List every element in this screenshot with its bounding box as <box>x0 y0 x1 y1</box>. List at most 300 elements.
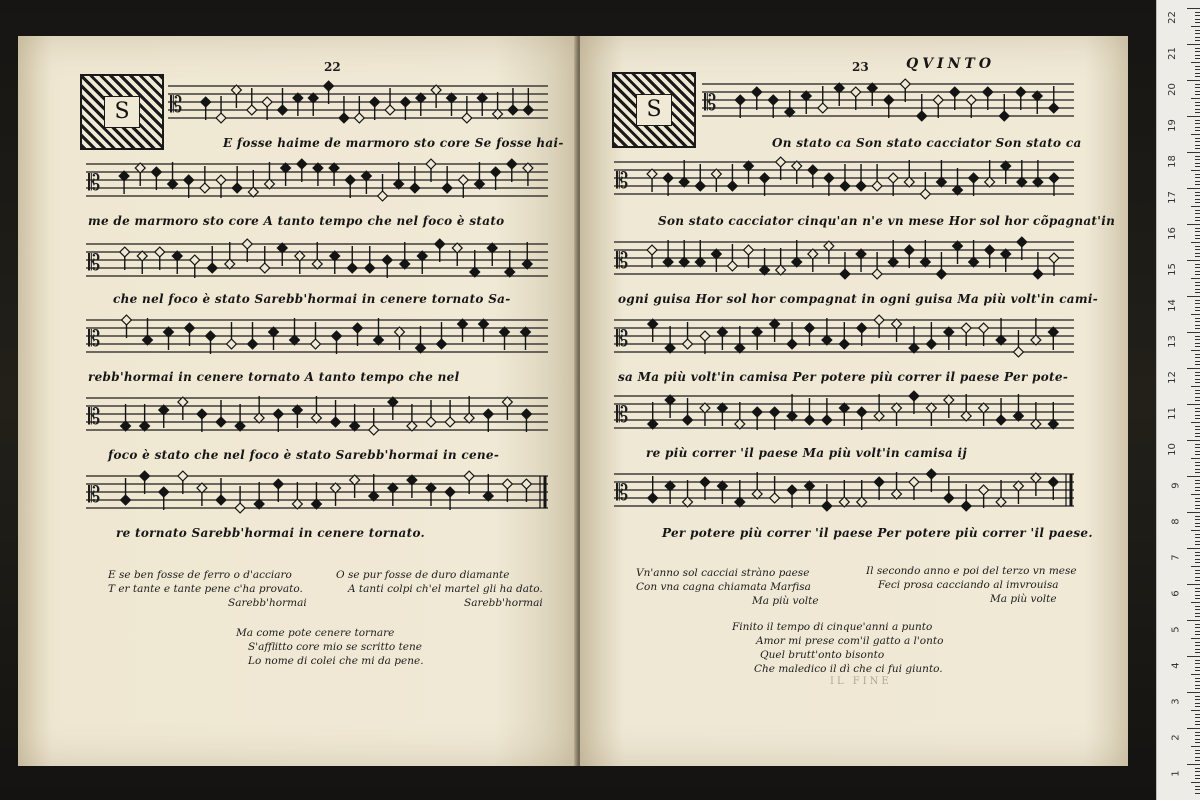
ruler-tick <box>1195 537 1200 538</box>
note-head <box>760 173 770 183</box>
ruler-number: 2 <box>1170 734 1182 741</box>
note-head <box>857 407 867 417</box>
note-head <box>856 181 866 191</box>
note-head <box>462 113 472 123</box>
note-head <box>983 87 993 97</box>
ruler-tick <box>1187 152 1200 153</box>
ruler-tick <box>1195 19 1200 20</box>
ruler-tick <box>1187 656 1200 657</box>
ruler-tick <box>1195 123 1200 124</box>
note-head <box>120 247 130 257</box>
note-head <box>926 469 936 479</box>
ruler-tick <box>1195 757 1200 758</box>
ruler-tick <box>1195 231 1200 232</box>
ruler-tick <box>1195 246 1200 247</box>
ruler-tick <box>1195 778 1200 779</box>
note-head <box>297 159 307 169</box>
measuring-ruler <box>1156 0 1200 800</box>
verse-line: T er tante e tante pene c'ha provato. <box>108 583 303 595</box>
clef-icon: 𝄡 <box>88 251 101 276</box>
ruler-tick <box>1195 786 1200 787</box>
ruler-tick <box>1195 163 1200 164</box>
verse-stanza <box>732 620 943 676</box>
note-head <box>920 189 930 199</box>
ruler-tick <box>1195 688 1200 689</box>
verse-line: Lo nome di colei che mi da pene. <box>248 655 424 667</box>
note-head <box>260 263 270 273</box>
verse-stanza <box>108 568 307 610</box>
ruler-tick <box>1195 267 1200 268</box>
ruler-tick <box>1195 454 1200 455</box>
ruler-number: 10 <box>1167 443 1179 456</box>
note-head <box>437 339 447 349</box>
ruler-tick <box>1195 469 1200 470</box>
ruler-tick <box>1195 37 1200 38</box>
note-head <box>996 415 1006 425</box>
ruler-tick <box>1195 40 1200 41</box>
ruler-tick <box>1195 318 1200 319</box>
note-head <box>207 263 217 273</box>
ruler-tick <box>1195 220 1200 221</box>
ruler-number: 20 <box>1167 83 1179 96</box>
verse-refrain: Ma più volte <box>752 595 819 607</box>
clef-icon: 𝄡 <box>616 403 629 428</box>
music-system <box>614 388 1074 438</box>
ruler-tick <box>1195 109 1200 110</box>
ruler-tick <box>1195 724 1200 725</box>
ruler-tick <box>1195 681 1200 682</box>
ruler-tick <box>1191 26 1200 27</box>
ruler-tick <box>1195 310 1200 311</box>
note-head <box>197 409 207 419</box>
music-system <box>86 468 548 518</box>
verse-stanza <box>636 566 819 608</box>
ruler-tick <box>1195 66 1200 67</box>
note-head <box>385 105 395 115</box>
note-head <box>345 175 355 185</box>
note-head <box>752 407 762 417</box>
decorated-initial <box>80 74 164 150</box>
note-head <box>508 105 518 115</box>
verse-line: Quel brutt'onto bisonto <box>760 649 885 661</box>
note-head <box>695 181 705 191</box>
ruler-tick <box>1187 692 1200 693</box>
ruler-tick <box>1187 512 1200 513</box>
ruler-tick <box>1195 141 1200 142</box>
ruler-tick <box>1187 440 1200 441</box>
verse-line: O se pur fosse de duro diamante <box>336 569 510 581</box>
ruler-tick <box>1195 480 1200 481</box>
note-head <box>507 159 517 169</box>
fine-marking: IL FINE <box>830 676 892 687</box>
verse-line: Amor mi prese com'il gatto a l'onto <box>756 635 944 647</box>
ruler-tick <box>1191 746 1200 747</box>
initial-letter: S <box>104 96 140 128</box>
lyric-line: me de marmoro sto core A tanto tempo che nel foco è stato <box>88 214 505 228</box>
ruler-tick <box>1195 483 1200 484</box>
ruler-tick <box>1195 138 1200 139</box>
ruler-tick <box>1195 202 1200 203</box>
lyric-line: rebb'hormai in cenere tornato A tanto tempo che nel <box>88 370 460 384</box>
ruler-tick <box>1195 238 1200 239</box>
note-head <box>410 183 420 193</box>
part-header: QVINTO <box>906 56 996 72</box>
ruler-tick <box>1195 447 1200 448</box>
music-system <box>86 236 548 286</box>
clef-icon: 𝄡 <box>88 405 101 430</box>
note-head <box>770 493 780 503</box>
ruler-tick <box>1195 523 1200 524</box>
note-head <box>378 191 388 201</box>
note-head <box>979 323 989 333</box>
ruler-tick <box>1195 181 1200 182</box>
note-head <box>961 501 971 511</box>
ruler-tick <box>1195 148 1200 149</box>
note-head <box>522 409 532 419</box>
verse-line: Con vna cagna chiamata Marfisa <box>636 581 811 593</box>
ruler-tick <box>1191 566 1200 567</box>
ruler-number: 17 <box>1167 191 1179 204</box>
ruler-tick <box>1195 433 1200 434</box>
ruler-tick <box>1195 328 1200 329</box>
ruler-tick <box>1195 465 1200 466</box>
clef-icon: 𝄡 <box>616 327 629 352</box>
note-head <box>950 87 960 97</box>
ruler-tick <box>1195 667 1200 668</box>
note-head <box>227 339 237 349</box>
ruler-tick <box>1195 670 1200 671</box>
ruler-tick <box>1195 429 1200 430</box>
ruler-tick <box>1195 526 1200 527</box>
ruler-tick <box>1195 382 1200 383</box>
ruler-tick <box>1195 102 1200 103</box>
ruler-tick <box>1195 714 1200 715</box>
ruler-tick <box>1191 422 1200 423</box>
ruler-tick <box>1195 156 1200 157</box>
note-head <box>185 323 195 333</box>
ruler-tick <box>1195 303 1200 304</box>
ruler-number: 18 <box>1167 155 1179 168</box>
ruler-tick <box>1195 390 1200 391</box>
note-head <box>648 493 658 503</box>
ruler-tick <box>1195 426 1200 427</box>
ruler-tick <box>1195 591 1200 592</box>
ruler-tick <box>1191 62 1200 63</box>
ruler-tick <box>1195 573 1200 574</box>
note-head <box>1017 237 1027 247</box>
ruler-number: 1 <box>1170 770 1182 777</box>
note-head <box>961 323 971 333</box>
ruler-tick <box>1195 706 1200 707</box>
ruler-tick <box>1195 444 1200 445</box>
ruler-tick <box>1187 728 1200 729</box>
note-head <box>400 97 410 107</box>
verse-line: Ma come pote cenere tornare <box>236 627 395 639</box>
ruler-tick <box>1195 300 1200 301</box>
note-head <box>874 315 884 325</box>
note-head <box>201 97 211 107</box>
ruler-tick <box>1195 84 1200 85</box>
open-book <box>18 36 1128 766</box>
ruler-tick <box>1195 289 1200 290</box>
ruler-tick <box>1195 717 1200 718</box>
ruler-tick <box>1195 490 1200 491</box>
ruler-tick <box>1195 76 1200 77</box>
ruler-tick <box>1195 544 1200 545</box>
note-head <box>273 409 283 419</box>
left-page <box>18 36 578 766</box>
clef-icon: 𝄡 <box>616 249 629 274</box>
note-head <box>445 417 455 427</box>
ruler-tick <box>1195 721 1200 722</box>
note-head <box>840 181 850 191</box>
note-head <box>824 173 834 183</box>
ruler-tick <box>1195 775 1200 776</box>
note-head <box>839 339 849 349</box>
ruler-tick <box>1195 346 1200 347</box>
ruler-number: 15 <box>1167 263 1179 276</box>
ruler-number: 5 <box>1170 626 1182 633</box>
ruler-tick <box>1195 105 1200 106</box>
ruler-tick <box>1195 361 1200 362</box>
ruler-tick <box>1195 33 1200 34</box>
ruler-tick <box>1195 397 1200 398</box>
music-system <box>86 312 548 362</box>
ruler-tick <box>1195 195 1200 196</box>
note-head <box>1016 87 1026 97</box>
note-head <box>1048 477 1058 487</box>
verse-line: Vn'anno sol cacciai stràno paese <box>636 567 810 579</box>
ruler-tick <box>1195 253 1200 254</box>
ruler-number: 9 <box>1170 482 1182 489</box>
verse-line: A tanti colpi ch'el martel gli ha dato. <box>348 583 543 595</box>
ruler-tick <box>1195 274 1200 275</box>
note-head <box>324 81 334 91</box>
note-head <box>369 425 379 435</box>
note-head <box>727 181 737 191</box>
verse-line: Il secondo anno e poi del terzo vn mese <box>866 565 1077 577</box>
ruler-tick <box>1195 321 1200 322</box>
ruler-tick <box>1191 494 1200 495</box>
ruler-tick <box>1195 58 1200 59</box>
note-head <box>683 339 693 349</box>
ruler-tick <box>1195 282 1200 283</box>
ruler-number: 19 <box>1167 119 1179 132</box>
ruler-tick <box>1187 404 1200 405</box>
note-head <box>752 87 762 97</box>
ruler-tick <box>1195 789 1200 790</box>
ruler-tick <box>1195 249 1200 250</box>
note-head <box>944 493 954 503</box>
ruler-tick <box>1195 703 1200 704</box>
ruler-number: 4 <box>1170 662 1182 669</box>
ruler-tick <box>1191 710 1200 711</box>
ruler-tick <box>1195 30 1200 31</box>
note-head <box>1049 173 1059 183</box>
ruler-tick <box>1195 357 1200 358</box>
music-system <box>614 234 1074 284</box>
note-head <box>491 167 501 177</box>
ruler-tick <box>1195 678 1200 679</box>
note-head <box>966 95 976 105</box>
ruler-tick <box>1195 217 1200 218</box>
note-head <box>744 245 754 255</box>
note-head <box>184 175 194 185</box>
ruler-tick <box>1191 674 1200 675</box>
ruler-tick <box>1191 458 1200 459</box>
ruler-tick <box>1195 177 1200 178</box>
ruler-tick <box>1195 580 1200 581</box>
ruler-tick <box>1191 350 1200 351</box>
ruler-tick <box>1195 631 1200 632</box>
lyric-line: re più correr 'il paese Ma più volt'in camisa ij <box>646 446 968 460</box>
ruler-tick <box>1195 699 1200 700</box>
ruler-tick <box>1195 472 1200 473</box>
ruler-tick <box>1195 372 1200 373</box>
ruler-tick <box>1195 451 1200 452</box>
page-number: 23 <box>852 60 869 74</box>
note-head <box>502 479 512 489</box>
lyric-line: re tornato Sarebb'hormai in cenere tornato. <box>116 526 426 540</box>
lyric-line: Per potere più correr 'il paese Per potere più correr 'il paese. <box>662 526 1093 540</box>
ruler-tick <box>1195 595 1200 596</box>
ruler-tick <box>1195 645 1200 646</box>
note-head <box>787 485 797 495</box>
lyric-line: Son stato cacciator cinqu'an n'e vn mese Hor sol hor cõpagnat'in <box>658 214 1116 228</box>
ruler-tick <box>1195 51 1200 52</box>
note-head <box>121 495 131 505</box>
note-head <box>647 245 657 255</box>
note-head <box>735 95 745 105</box>
note-head <box>216 175 226 185</box>
lyric-line: che nel foco è stato Sarebb'hormai in cenere tornato Sa- <box>113 292 511 306</box>
ruler-tick <box>1195 462 1200 463</box>
ruler-tick <box>1195 336 1200 337</box>
note-head <box>232 183 242 193</box>
note-head <box>770 407 780 417</box>
note-head <box>370 97 380 107</box>
verse-line: Finito il tempo di cinque'anni a punto <box>732 621 933 633</box>
note-head <box>206 331 216 341</box>
ruler-tick <box>1195 508 1200 509</box>
ruler-tick <box>1195 534 1200 535</box>
note-head <box>822 415 832 425</box>
clef-icon: 𝄡 <box>704 91 717 116</box>
ruler-tick <box>1195 750 1200 751</box>
ruler-tick <box>1187 584 1200 585</box>
ruler-tick <box>1195 606 1200 607</box>
ruler-tick <box>1191 206 1200 207</box>
note-head <box>727 261 737 271</box>
note-head <box>242 239 252 249</box>
ruler-tick <box>1195 339 1200 340</box>
note-head <box>985 245 995 255</box>
note-head <box>140 471 150 481</box>
right-page <box>580 36 1128 766</box>
ruler-number: 11 <box>1167 407 1179 420</box>
ruler-tick <box>1195 696 1200 697</box>
ruler-tick <box>1195 411 1200 412</box>
ruler-tick <box>1187 8 1200 9</box>
ruler-tick <box>1187 620 1200 621</box>
note-head <box>787 339 797 349</box>
ruler-tick <box>1191 134 1200 135</box>
note-head <box>332 331 342 341</box>
music-system <box>702 76 1074 126</box>
ruler-number: 7 <box>1170 554 1182 561</box>
ruler-tick <box>1195 613 1200 614</box>
clef-icon: 𝄡 <box>88 171 101 196</box>
note-head <box>435 239 445 249</box>
ruler-tick <box>1195 649 1200 650</box>
note-head <box>818 103 828 113</box>
ruler-tick <box>1195 436 1200 437</box>
note-head <box>458 175 468 185</box>
clef-icon: 𝄡 <box>616 169 629 194</box>
lyric-line: E fosse haime de marmoro sto core Se fosse hai- <box>223 136 564 150</box>
note-head <box>247 105 257 115</box>
ruler-tick <box>1187 296 1200 297</box>
note-head <box>1049 103 1059 113</box>
ruler-tick <box>1187 260 1200 261</box>
lyric-line: On stato ca Son stato cacciator Son stato ca <box>772 136 1082 150</box>
ruler-tick <box>1187 224 1200 225</box>
note-head <box>808 165 818 175</box>
ruler-tick <box>1195 498 1200 499</box>
ruler-tick <box>1195 519 1200 520</box>
ruler-number: 13 <box>1167 335 1179 348</box>
clef-icon: 𝄡 <box>616 481 629 506</box>
note-head <box>917 111 927 121</box>
ruler-tick <box>1195 624 1200 625</box>
ruler-tick <box>1195 598 1200 599</box>
ruler-tick <box>1187 44 1200 45</box>
note-head <box>122 315 132 325</box>
note-head <box>776 157 786 167</box>
ruler-tick <box>1191 530 1200 531</box>
ruler-tick <box>1191 386 1200 387</box>
ruler-tick <box>1195 73 1200 74</box>
ruler-tick <box>1195 48 1200 49</box>
note-head <box>884 95 894 105</box>
note-head <box>1014 347 1024 357</box>
ruler-tick <box>1195 634 1200 635</box>
ruler-tick <box>1195 652 1200 653</box>
ruler-tick <box>1195 760 1200 761</box>
ruler-tick <box>1187 764 1200 765</box>
ruler-tick <box>1195 264 1200 265</box>
ruler-tick <box>1195 642 1200 643</box>
ruler-tick <box>1195 616 1200 617</box>
ruler-tick <box>1191 314 1200 315</box>
note-head <box>663 173 673 183</box>
note-head <box>805 323 815 333</box>
clef-icon: 𝄡 <box>88 483 101 508</box>
lyric-line: foco è stato che nel foco è stato Sarebb'hormai in cene- <box>108 448 500 462</box>
ruler-tick <box>1195 570 1200 571</box>
ruler-tick <box>1187 368 1200 369</box>
note-head <box>969 173 979 183</box>
ruler-number: 12 <box>1167 371 1179 384</box>
ruler-tick <box>1195 213 1200 214</box>
note-head <box>262 97 272 107</box>
verse-stanza <box>236 626 424 668</box>
ruler-tick <box>1195 184 1200 185</box>
page-number: 22 <box>324 60 341 74</box>
note-head <box>445 487 455 497</box>
decorated-initial <box>612 72 696 148</box>
note-head <box>683 415 693 425</box>
